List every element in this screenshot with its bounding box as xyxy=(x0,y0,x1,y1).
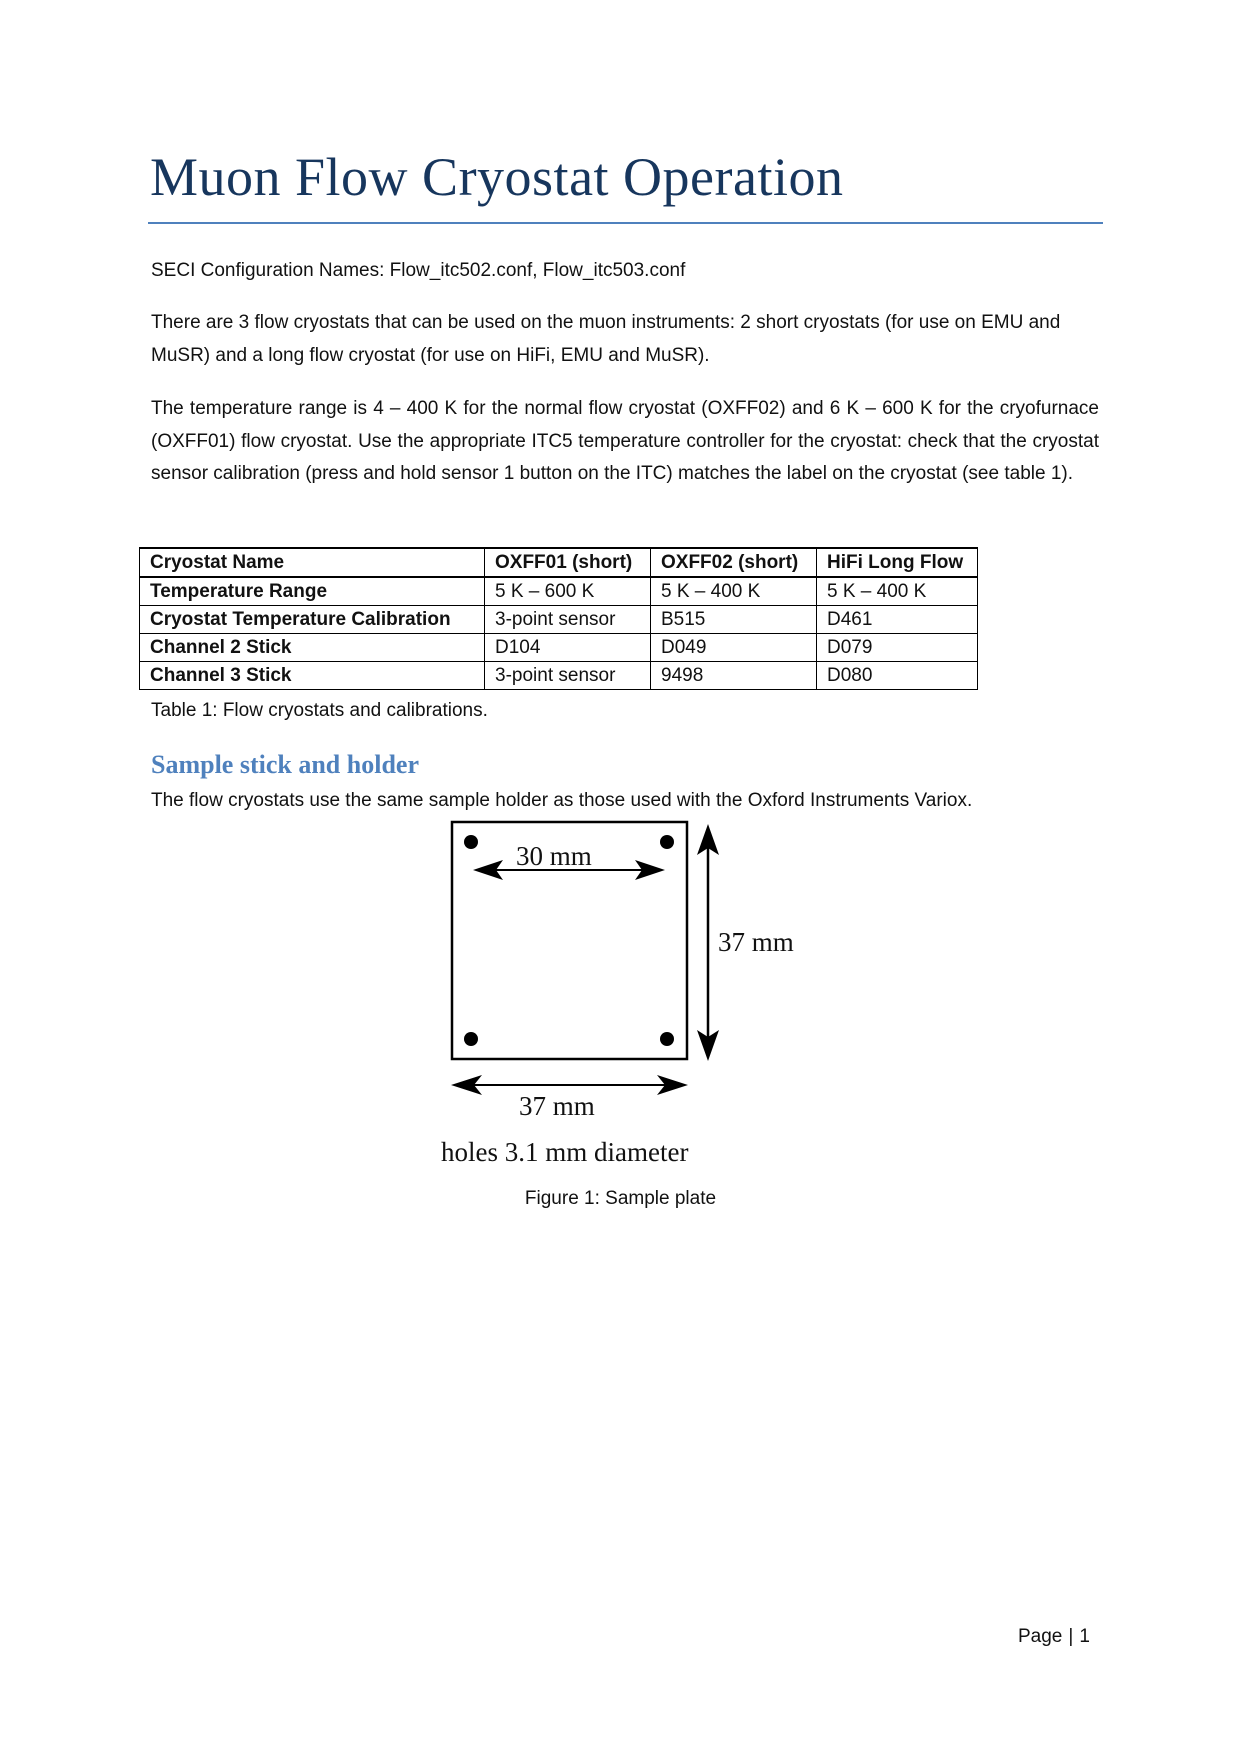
row-header-cell: Channel 2 Stick xyxy=(140,634,485,662)
page-title: Muon Flow Cryostat Operation xyxy=(150,147,844,207)
seci-config-paragraph: SECI Configuration Names: Flow_itc502.conf, Flow_itc503.conf xyxy=(151,260,686,281)
hole-bottom-right xyxy=(660,1032,674,1046)
table-cell: B515 xyxy=(651,606,817,634)
page-footer xyxy=(1018,1626,1090,1648)
title-underline xyxy=(148,222,1103,224)
table-header-cell: OXFF02 (short) xyxy=(651,548,817,577)
row-header-cell: Cryostat Temperature Calibration xyxy=(140,606,485,634)
table-cell: D080 xyxy=(817,662,978,690)
table-cell: D104 xyxy=(485,634,651,662)
table-row xyxy=(140,634,978,662)
section-heading: Sample stick and holder xyxy=(151,750,419,779)
section-body: The flow cryostats use the same sample holder as those used with the Oxford Instruments Variox. xyxy=(151,790,973,811)
height-arrow-icon xyxy=(697,824,719,1061)
table-cell: D049 xyxy=(651,634,817,662)
table-header-cell: HiFi Long Flow xyxy=(817,548,978,577)
holes-diameter-label: holes 3.1 mm diameter xyxy=(441,1137,689,1167)
hole-spacing-label: 30 mm xyxy=(516,841,592,871)
table-caption: Table 1: Flow cryostats and calibrations. xyxy=(151,700,488,721)
table-row xyxy=(140,606,978,634)
table-cell: 9498 xyxy=(651,662,817,690)
table-row xyxy=(140,662,978,690)
table-cell: D461 xyxy=(817,606,978,634)
figure-caption: Figure 1: Sample plate xyxy=(524,1188,717,1209)
table-header-cell: OXFF01 (short) xyxy=(485,548,651,577)
page-number: 1 xyxy=(1079,1626,1090,1647)
page-label: Page xyxy=(1018,1626,1063,1647)
table-cell: 5 K – 400 K xyxy=(817,577,978,606)
width-label: 37 mm xyxy=(519,1091,595,1121)
hole-top-left xyxy=(464,835,478,849)
row-header-cell: Channel 3 Stick xyxy=(140,662,485,690)
table-cell: 3-point sensor xyxy=(485,662,651,690)
height-label: 37 mm xyxy=(718,927,794,957)
row-header-cell: Temperature Range xyxy=(140,577,485,606)
temperature-range-paragraph: The temperature range is 4 – 400 K for the normal flow cryostat (OXFF02) and 6 K – 600 K for the cryofurnace (OXFF01) flow cryostat. Use the appropriate ITC5 temperature controller for the cryostat: check that the cryostat sensor calibration (press and hold sensor 1 button on the ITC) matches the label on the cryostat (see table 1). xyxy=(151,398,1099,485)
cryostat-table xyxy=(139,547,978,690)
table-cell: 5 K – 600 K xyxy=(485,577,651,606)
table-cell: D079 xyxy=(817,634,978,662)
table-row xyxy=(140,577,978,606)
hole-bottom-left xyxy=(464,1032,478,1046)
table-header-row xyxy=(140,548,978,577)
table-header-cell: Cryostat Name xyxy=(140,548,485,577)
sample-plate-figure xyxy=(420,815,840,1180)
table-cell: 3-point sensor xyxy=(485,606,651,634)
cryostats-intro-paragraph: There are 3 flow cryostats that can be used on the muon instruments: 2 short cryostats (for use on EMU and MuSR) and a long flow cryostat (for use on HiFi, EMU and MuSR). xyxy=(151,312,1061,366)
page-separator: | xyxy=(1068,1626,1074,1647)
hole-top-right xyxy=(660,835,674,849)
table-cell: 5 K – 400 K xyxy=(651,577,817,606)
